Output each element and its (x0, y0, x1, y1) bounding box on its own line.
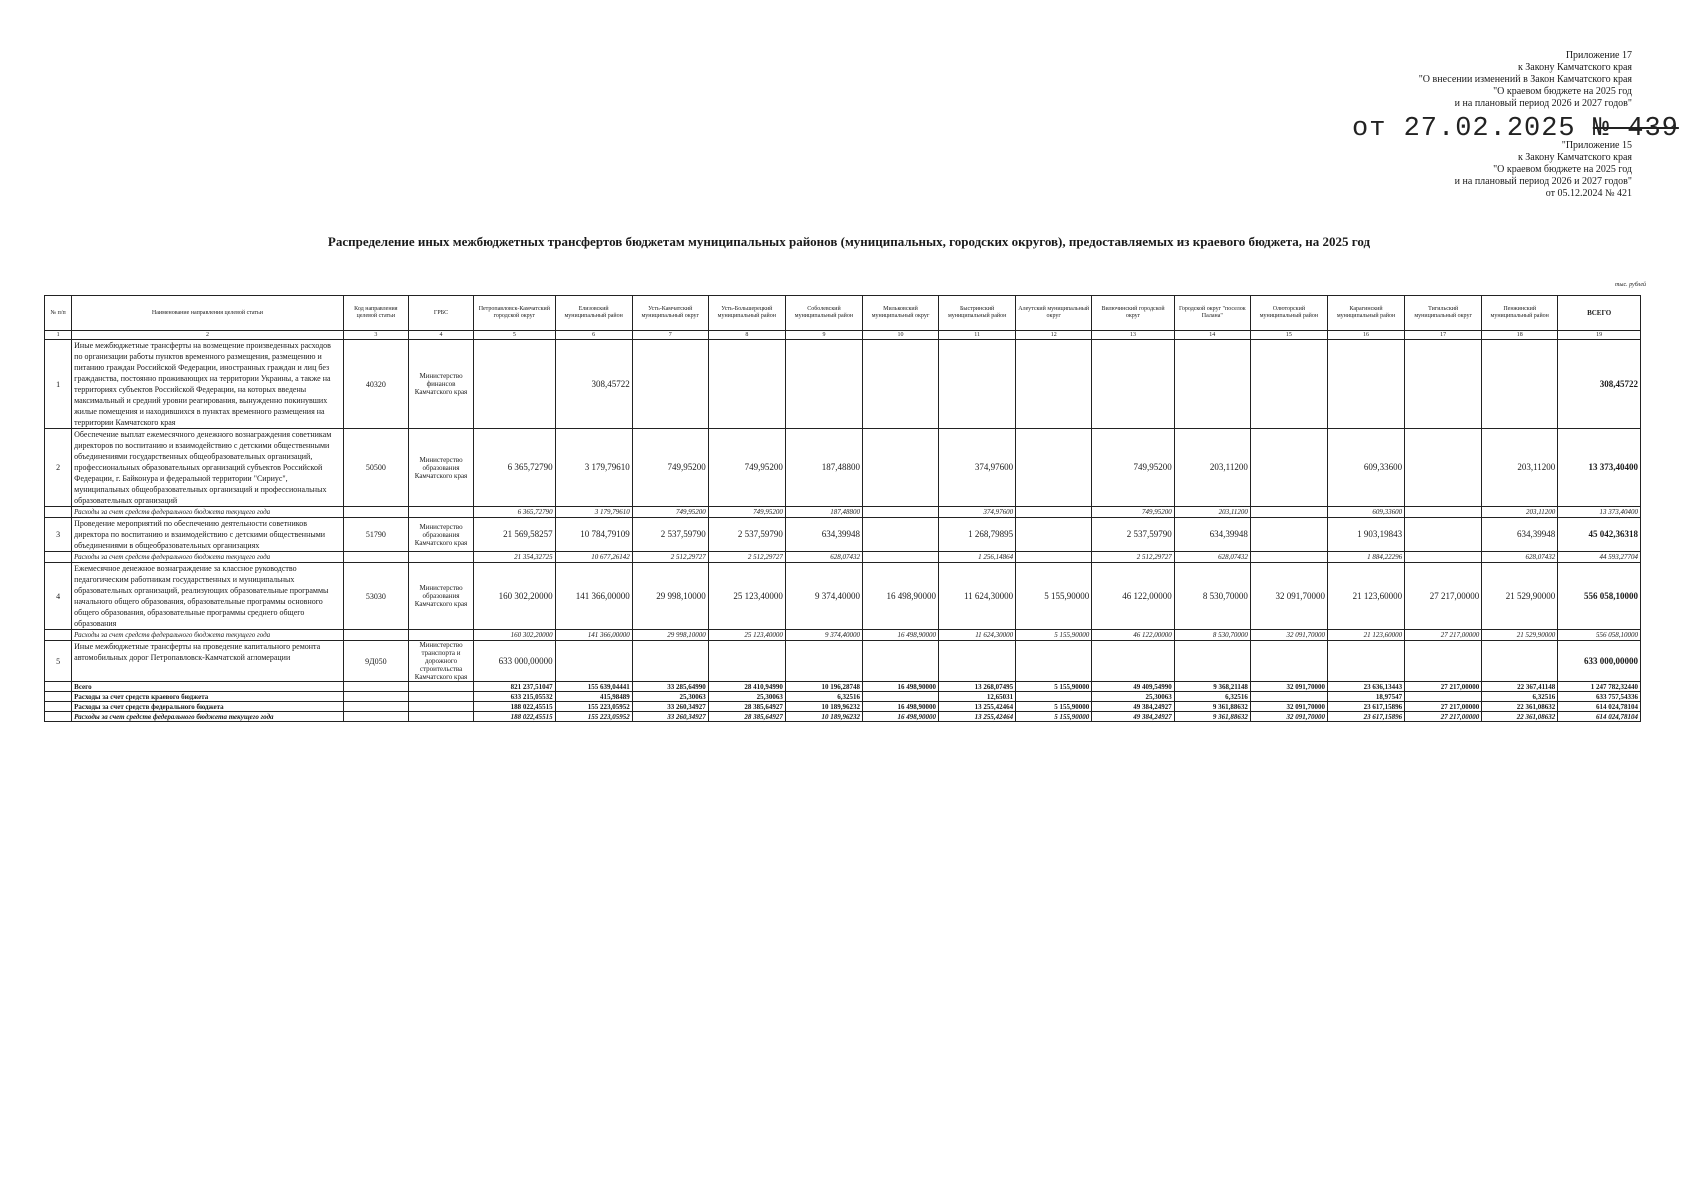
column-header: Быстринский муниципальный район (939, 296, 1016, 331)
subrow-value (1405, 507, 1482, 518)
row-value: 46 122,00000 (1092, 563, 1175, 630)
total-value: 13 268,07495 (939, 682, 1016, 692)
subrow-value: 21 529,90000 (1482, 630, 1558, 641)
row-value: 1 268,79895 (939, 518, 1016, 552)
row-value: 633 000,00000 (474, 641, 555, 682)
subrow-value: 27 217,00000 (1405, 630, 1482, 641)
total-value: 25,30063 (1092, 692, 1175, 702)
total-value: 415,98489 (555, 692, 632, 702)
total-number (45, 692, 72, 702)
row-value: 32 091,70000 (1250, 563, 1327, 630)
row-value (1250, 518, 1327, 552)
column-number: 5 (474, 331, 555, 340)
grand-total: 1 247 782,32440 (1558, 682, 1641, 692)
row-total: 556 058,10000 (1558, 563, 1641, 630)
total-value: 28 385,64927 (708, 702, 785, 712)
row-name: Проведение мероприятий по обеспечению деятельности советников директора по воспитанию и взаимодействию с детскими общественными объединениями в общеобразовательных организациях (72, 518, 344, 552)
row-value: 16 498,90000 (863, 563, 939, 630)
row-value: 2 537,59790 (708, 518, 785, 552)
row-value (1405, 518, 1482, 552)
total-value: 6,32516 (1174, 692, 1250, 702)
total-label: Расходы за счет средств краевого бюджета (72, 692, 344, 702)
subrow-label: Расходы за счет средств федерального бюджета текущего года (72, 630, 344, 641)
row-value (1016, 518, 1092, 552)
column-number: 8 (708, 331, 785, 340)
row-code: 40320 (343, 340, 408, 429)
column-number: 1 (45, 331, 72, 340)
total-value: 32 091,70000 (1250, 712, 1327, 722)
row-value (1250, 429, 1327, 507)
subrow-number (45, 552, 72, 563)
column-header: Петропавловск-Камчатский городской округ (474, 296, 555, 331)
total-value: 13 255,42464 (939, 712, 1016, 722)
subrow-value: 628,07432 (1174, 552, 1250, 563)
subrow-label: Расходы за счет средств федерального бюджета текущего года (72, 552, 344, 563)
row-value (632, 340, 708, 429)
column-number: 3 (343, 331, 408, 340)
subrow-value: 628,07432 (1482, 552, 1558, 563)
subrow-value: 2 512,29727 (708, 552, 785, 563)
subrow-value: 749,95200 (708, 507, 785, 518)
subrow-value: 9 374,40000 (785, 630, 862, 641)
previous-appendix-line: и на плановый период 2026 и 2027 годов" (1454, 176, 1632, 187)
column-header: Тигильский муниципальный округ (1405, 296, 1482, 331)
row-value (474, 340, 555, 429)
subrow-code (343, 507, 408, 518)
total-value: 821 237,51047 (474, 682, 555, 692)
total-value: 12,65031 (939, 692, 1016, 702)
total-value: 49 409,54990 (1092, 682, 1175, 692)
column-number: 13 (1092, 331, 1175, 340)
total-value: 16 498,90000 (863, 702, 939, 712)
row-value: 25 123,40000 (708, 563, 785, 630)
row-value (1405, 429, 1482, 507)
column-header: Усть-Камчатский муниципальный округ (632, 296, 708, 331)
subrow-value: 187,48800 (785, 507, 862, 518)
total-value: 22 361,08632 (1482, 702, 1558, 712)
subrow-value: 628,07432 (785, 552, 862, 563)
row-value: 3 179,79610 (555, 429, 632, 507)
subrow-value (1016, 552, 1092, 563)
row-number: 4 (45, 563, 72, 630)
units-label: тыс. рублей (1615, 282, 1646, 288)
column-header: Карагинский муниципальный район (1327, 296, 1404, 331)
row-value: 203,11200 (1174, 429, 1250, 507)
grand-total: 614 024,78104 (1558, 702, 1641, 712)
row-value (1250, 641, 1327, 682)
row-value: 609,33600 (1327, 429, 1404, 507)
subrow-value: 21 123,60000 (1327, 630, 1404, 641)
previous-appendix-header (1455, 140, 1632, 200)
row-value: 141 366,00000 (555, 563, 632, 630)
stamp-date: от 27.02.2025 (1352, 114, 1576, 144)
subrow-value: 2 512,29727 (632, 552, 708, 563)
row-code: 51790 (343, 518, 408, 552)
row-value: 187,48800 (785, 429, 862, 507)
subrow-value: 32 091,70000 (1250, 630, 1327, 641)
subrow-label: Расходы за счет средств федерального бюджета текущего года (72, 507, 344, 518)
total-value: 155 223,05952 (555, 702, 632, 712)
column-header: Соболевский муниципальный район (785, 296, 862, 331)
total-grbs (408, 712, 473, 722)
row-name: Обеспечение выплат ежемесячного денежного вознаграждения советникам директоров по воспитанию и взаимодействию с детскими общественными объединениями государственных общеобразовательных организаций, профессиональных образовательных организаций субъектов Российской Федерации, г. Байконура и федеральной территории "Сириус", муниципальных общеобразовательных организаций и профессиональных образовательных организаций (72, 429, 344, 507)
total-value: 9 368,21148 (1174, 682, 1250, 692)
column-header: Алеутский муниципальный округ (1016, 296, 1092, 331)
total-row (45, 682, 1641, 692)
row-grbs: Министерство образования Камчатского края (408, 429, 473, 507)
column-header: ГРБС (408, 296, 473, 331)
subrow-value: 203,11200 (1482, 507, 1558, 518)
row-name: Ежемесячное денежное вознаграждение за классное руководство педагогическим работникам государственных и муниципальных образовательных организаций, реализующих образовательные программы начального общего образования, образовательные программы основного общего образования, образовательные программы среднего общего образования (72, 563, 344, 630)
row-value (939, 340, 1016, 429)
grand-total: 633 757,54336 (1558, 692, 1641, 702)
row-value: 10 784,79109 (555, 518, 632, 552)
total-value: 27 217,00000 (1405, 682, 1482, 692)
subrow-code (343, 552, 408, 563)
row-value (863, 641, 939, 682)
total-value (1016, 692, 1092, 702)
total-row (45, 702, 1641, 712)
total-number (45, 702, 72, 712)
row-grbs: Министерство финансов Камчатского края (408, 340, 473, 429)
subrow-value: 609,33600 (1327, 507, 1404, 518)
subrow-value: 141 366,00000 (555, 630, 632, 641)
row-value: 749,95200 (1092, 429, 1175, 507)
row-value: 308,45722 (555, 340, 632, 429)
subrow-value: 6 365,72790 (474, 507, 555, 518)
total-value: 9 361,88632 (1174, 712, 1250, 722)
subrow-value (1016, 507, 1092, 518)
total-value: 32 091,70000 (1250, 702, 1327, 712)
total-value (863, 692, 939, 702)
total-value: 22 361,08632 (1482, 712, 1558, 722)
row-value: 2 537,59790 (1092, 518, 1175, 552)
subrow-code (343, 630, 408, 641)
total-value: 10 189,96232 (785, 702, 862, 712)
row-value: 21 529,90000 (1482, 563, 1558, 630)
column-header: Елизовский муниципальный район (555, 296, 632, 331)
row-value (1016, 340, 1092, 429)
subrow-value: 25 123,40000 (708, 630, 785, 641)
row-code: 53030 (343, 563, 408, 630)
total-value: 27 217,00000 (1405, 702, 1482, 712)
row-value: 8 530,70000 (1174, 563, 1250, 630)
subrow-value: 749,95200 (1092, 507, 1175, 518)
subrow-value: 29 998,10000 (632, 630, 708, 641)
table-row (45, 641, 1641, 682)
row-number: 3 (45, 518, 72, 552)
total-grbs (408, 682, 473, 692)
column-header: Усть-Большерецкий муниципальный район (708, 296, 785, 331)
document-title: Распределение иных межбюджетных трансфертов бюджетам муниципальных районов (муниципальных, городских округов), предоставляемых из краевого бюджета, на 2025 год (327, 234, 1371, 249)
total-value: 188 022,45515 (474, 712, 555, 722)
row-value (1016, 641, 1092, 682)
total-grbs (408, 692, 473, 702)
subrow-number (45, 630, 72, 641)
column-header: № п/п (45, 296, 72, 331)
subrow-value: 3 179,79610 (555, 507, 632, 518)
transfers-table (44, 295, 1641, 722)
column-number-row (45, 331, 1641, 340)
row-value (1092, 340, 1175, 429)
subrow-total: 44 593,27704 (1558, 552, 1641, 563)
subrow-value (1405, 552, 1482, 563)
total-value (1405, 692, 1482, 702)
row-value: 634,39948 (785, 518, 862, 552)
total-number (45, 712, 72, 722)
previous-appendix-line: от 05.12.2024 № 421 (1545, 188, 1632, 199)
subrow-number (45, 507, 72, 518)
appendix-line: "О внесении изменений в Закон Камчатского края (1418, 74, 1632, 85)
appendix-line: к Закону Камчатского края (1517, 62, 1632, 73)
row-value: 634,39948 (1482, 518, 1558, 552)
total-value: 10 189,96232 (785, 712, 862, 722)
total-value: 16 498,90000 (863, 682, 939, 692)
row-value: 5 155,90000 (1016, 563, 1092, 630)
subrow-value: 21 354,32725 (474, 552, 555, 563)
subrow-value: 1 256,14864 (939, 552, 1016, 563)
row-value (1327, 641, 1404, 682)
subrow-value: 16 498,90000 (863, 630, 939, 641)
total-value: 9 361,88632 (1174, 702, 1250, 712)
column-header: ВСЕГО (1558, 296, 1641, 331)
subrow-value: 374,97600 (939, 507, 1016, 518)
previous-appendix-line: к Закону Камчатского края (1517, 152, 1632, 163)
column-number: 6 (555, 331, 632, 340)
row-value (555, 641, 632, 682)
total-label: Расходы за счет средств федерального бюджета текущего года (72, 712, 344, 722)
column-header: Вилючинский городской округ (1092, 296, 1175, 331)
table-subrow (45, 507, 1641, 518)
total-value: 33 260,34927 (632, 702, 708, 712)
table-header (45, 296, 1641, 340)
total-number (45, 682, 72, 692)
total-value: 33 260,34927 (632, 712, 708, 722)
row-value (1174, 340, 1250, 429)
row-name: Иные межбюджетные трансферты на возмещение произведенных расходов по организации работы пунктов временного размещения, размещению и питанию граждан Российской Федерации, иностранных граждан и лиц без гражданства, постоянно проживающих на территории Украины, а также на территориях субъектов Российской Федерации, на которых введены максимальный и средний уровни реагирования, вынужденно покинувших жилые помещения и находившихся в пунктах временного размещения на территории Камчатского края (72, 340, 344, 429)
column-number: 14 (1174, 331, 1250, 340)
row-value (785, 340, 862, 429)
row-total: 633 000,00000 (1558, 641, 1641, 682)
table-row (45, 429, 1641, 507)
table-subrow (45, 630, 1641, 641)
subrow-value: 1 884,22296 (1327, 552, 1404, 563)
column-header: Код направления целевой статьи (343, 296, 408, 331)
total-value: 25,30063 (708, 692, 785, 702)
row-value: 21 569,58257 (474, 518, 555, 552)
total-value: 28 410,94990 (708, 682, 785, 692)
row-name: Иные межбюджетные трансферты на проведение капитального ремонта автомобильных дорог Петропавловск-Камчатской агломерации (72, 641, 344, 682)
table-row (45, 563, 1641, 630)
total-value: 33 285,64990 (632, 682, 708, 692)
row-value (708, 340, 785, 429)
column-number: 2 (72, 331, 344, 340)
row-value (1482, 340, 1558, 429)
total-row (45, 712, 1641, 722)
total-value: 155 223,05952 (555, 712, 632, 722)
total-value: 23 617,15896 (1327, 712, 1404, 722)
total-value: 18,97547 (1327, 692, 1404, 702)
column-number: 15 (1250, 331, 1327, 340)
table-body (45, 340, 1641, 722)
total-value: 6,32516 (785, 692, 862, 702)
subrow-value: 749,95200 (632, 507, 708, 518)
total-value: 27 217,00000 (1405, 712, 1482, 722)
total-value: 49 384,24927 (1092, 702, 1175, 712)
subrow-value: 46 122,00000 (1092, 630, 1175, 641)
total-label: Расходы за счет средств федерального бюджета (72, 702, 344, 712)
row-value: 2 537,59790 (632, 518, 708, 552)
total-code (343, 682, 408, 692)
column-header: Пенжинский муниципальный район (1482, 296, 1558, 331)
total-value: 5 155,90000 (1016, 702, 1092, 712)
total-row (45, 692, 1641, 702)
previous-appendix-line: "О краевом бюджете на 2025 год (1493, 164, 1632, 175)
row-value (863, 518, 939, 552)
column-header: Олюторский муниципальный район (1250, 296, 1327, 331)
subrow-value: 10 677,26142 (555, 552, 632, 563)
subrow-total: 13 373,40400 (1558, 507, 1641, 518)
total-value: 633 215,05532 (474, 692, 555, 702)
total-value: 25,30063 (632, 692, 708, 702)
previous-appendix-line: "Приложение 15 (1561, 140, 1632, 151)
grand-total: 614 024,78104 (1558, 712, 1641, 722)
row-code: 50500 (343, 429, 408, 507)
row-number: 1 (45, 340, 72, 429)
row-value (939, 641, 1016, 682)
row-value: 160 302,20000 (474, 563, 555, 630)
column-header: Мильковский муниципальный округ (863, 296, 939, 331)
total-code (343, 712, 408, 722)
total-value: 6,32516 (1482, 692, 1558, 702)
row-value (708, 641, 785, 682)
row-value (1405, 641, 1482, 682)
row-value: 374,97600 (939, 429, 1016, 507)
appendix-line: Приложение 17 (1565, 50, 1632, 61)
row-total: 13 373,40400 (1558, 429, 1641, 507)
row-total: 45 042,36318 (1558, 518, 1641, 552)
total-label: Всего (72, 682, 344, 692)
appendix-line: "О краевом бюджете на 2025 год (1493, 86, 1632, 97)
total-value: 23 617,15896 (1327, 702, 1404, 712)
subrow-value (1250, 552, 1327, 563)
row-value: 749,95200 (632, 429, 708, 507)
subrow-value: 11 624,30000 (939, 630, 1016, 641)
table-row (45, 518, 1641, 552)
column-number: 10 (863, 331, 939, 340)
subrow-value: 203,11200 (1174, 507, 1250, 518)
total-value: 49 384,24927 (1092, 712, 1175, 722)
row-value: 203,11200 (1482, 429, 1558, 507)
row-value: 749,95200 (708, 429, 785, 507)
row-value (1405, 340, 1482, 429)
row-grbs: Министерство образования Камчатского края (408, 518, 473, 552)
column-header: Городской округ "поселок Палана" (1174, 296, 1250, 331)
total-value: 32 091,70000 (1250, 682, 1327, 692)
appendix-header (1419, 50, 1632, 110)
table-row (45, 340, 1641, 429)
row-value (863, 429, 939, 507)
subrow-value (863, 507, 939, 518)
subrow-value: 160 302,20000 (474, 630, 555, 641)
column-number: 7 (632, 331, 708, 340)
row-value (1016, 429, 1092, 507)
column-number: 12 (1016, 331, 1092, 340)
row-value: 29 998,10000 (632, 563, 708, 630)
column-header: Наименование направления целевой статьи (72, 296, 344, 331)
subrow-value: 8 530,70000 (1174, 630, 1250, 641)
row-value: 634,39948 (1174, 518, 1250, 552)
appendix-line: и на плановый период 2026 и 2027 годов" (1454, 98, 1632, 109)
row-number: 2 (45, 429, 72, 507)
row-value (1250, 340, 1327, 429)
row-grbs: Министерство образования Камчатского края (408, 563, 473, 630)
row-value (785, 641, 862, 682)
total-value: 23 636,13443 (1327, 682, 1404, 692)
total-value: 10 196,28748 (785, 682, 862, 692)
total-value (1250, 692, 1327, 702)
row-value (1174, 641, 1250, 682)
total-value: 5 155,90000 (1016, 682, 1092, 692)
stamp-number: № 439 (1592, 114, 1679, 144)
subrow-grbs (408, 630, 473, 641)
total-value: 16 498,90000 (863, 712, 939, 722)
table-subrow (45, 552, 1641, 563)
subrow-grbs (408, 507, 473, 518)
column-number: 19 (1558, 331, 1641, 340)
row-grbs: Министерство транспорта и дорожного строительства Камчатского края (408, 641, 473, 682)
total-code (343, 692, 408, 702)
subrow-value (863, 552, 939, 563)
row-value (1327, 340, 1404, 429)
row-value (863, 340, 939, 429)
row-value: 27 217,00000 (1405, 563, 1482, 630)
row-value: 21 123,60000 (1327, 563, 1404, 630)
total-value: 13 255,42464 (939, 702, 1016, 712)
subrow-total: 556 058,10000 (1558, 630, 1641, 641)
column-number: 18 (1482, 331, 1558, 340)
header-row (45, 296, 1641, 331)
total-value: 22 367,41148 (1482, 682, 1558, 692)
row-code: 9Д050 (343, 641, 408, 682)
row-total: 308,45722 (1558, 340, 1641, 429)
row-value: 6 365,72790 (474, 429, 555, 507)
row-value (1482, 641, 1558, 682)
total-value: 5 155,90000 (1016, 712, 1092, 722)
total-value: 188 022,45515 (474, 702, 555, 712)
row-value: 1 903,19843 (1327, 518, 1404, 552)
row-value (632, 641, 708, 682)
subrow-value: 2 512,29727 (1092, 552, 1175, 563)
row-value (1092, 641, 1175, 682)
column-number: 4 (408, 331, 473, 340)
column-number: 17 (1405, 331, 1482, 340)
column-number: 9 (785, 331, 862, 340)
total-code (343, 702, 408, 712)
row-value: 11 624,30000 (939, 563, 1016, 630)
subrow-value: 5 155,90000 (1016, 630, 1092, 641)
row-number: 5 (45, 641, 72, 682)
total-value: 155 639,04441 (555, 682, 632, 692)
row-value: 9 374,40000 (785, 563, 862, 630)
subrow-value (1250, 507, 1327, 518)
column-number: 16 (1327, 331, 1404, 340)
total-grbs (408, 702, 473, 712)
subrow-grbs (408, 552, 473, 563)
column-number: 11 (939, 331, 1016, 340)
total-value: 28 385,64927 (708, 712, 785, 722)
